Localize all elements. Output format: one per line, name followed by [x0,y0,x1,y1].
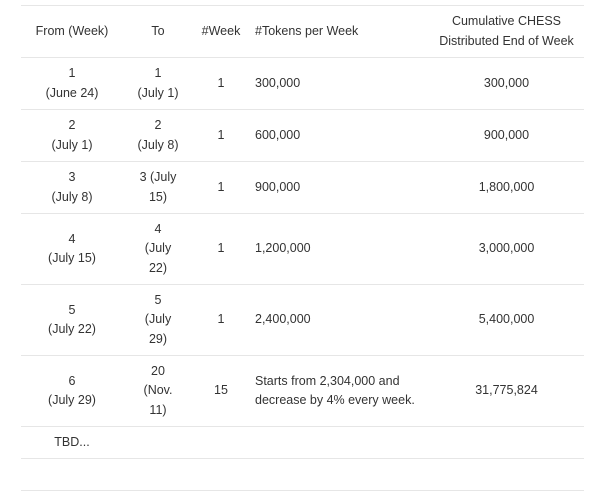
header-row [21,6,584,58]
cell-from-week-line: 2 [68,118,76,132]
cell-from-week-line: (July 15) [48,251,96,265]
cell-tokens-per-week [249,285,429,356]
emission-schedule-table [21,5,584,459]
header-cumulative-line-1: Cumulative CHESS [451,14,562,28]
cell-from-week [21,285,123,356]
cell-from-week [21,58,123,110]
table-row [21,162,584,214]
emission-schedule-table-container [21,5,584,459]
cell-week-count: 1 [217,179,225,194]
cell-tokens-per-week [249,58,429,110]
cell-from-week-line: TBD... [54,434,90,449]
cell-from-week-line: (July 8) [51,189,93,204]
cell-to-week [123,427,193,459]
cell-week-count [193,427,249,459]
cell-from-week-line: (July 22) [48,322,96,336]
cell-from-week [21,110,123,162]
cell-to-week-line: 20 [151,363,165,378]
cell-tokens-per-week-line: 900,000 [255,179,301,194]
cell-from-week-line: (July 1) [51,137,93,152]
header-tokens-per-week: #Tokens per Week [255,23,359,38]
cell-from-week [21,214,123,285]
cell-to-week-line: 15) [148,189,168,204]
header-cumulative-line-2: Distributed End of Week [439,33,574,48]
cell-to-week-line: 22) [148,260,168,275]
cell-week-count: 15 [214,383,228,398]
cell-cumulative: 5,400,000 [478,312,535,327]
cell-tokens-per-week-line: 1,200,000 [255,241,311,256]
cell-tokens-per-week [249,214,429,285]
cell-to-week [123,285,193,356]
table-header [21,6,584,58]
cell-to-week [123,214,193,285]
header-to: To [151,23,165,38]
cell-tokens-per-week [249,356,429,427]
cell-to-week-line: (Nov. [143,383,173,398]
table-row [21,427,584,459]
table-row [21,356,584,427]
header-from-week: From (Week) [35,23,109,38]
cell-week-count: 1 [217,75,225,90]
cell-cumulative: 1,800,000 [478,179,535,194]
cell-tokens-per-week-line: 2,400,000 [255,312,311,327]
cell-from-week-line: 1 [68,66,76,80]
cell-cumulative [429,427,584,459]
cell-tokens-per-week-line: decrease by 4% every week. [255,393,415,407]
cell-cumulative: 900,000 [483,127,530,142]
cell-tokens-per-week [249,110,429,162]
cell-from-week-line: 3 [68,170,76,184]
table-row [21,58,584,110]
cell-to-week-line: (July [144,241,172,256]
cell-to-week [123,110,193,162]
cell-to-week [123,162,193,214]
table-bottom-divider [21,490,584,491]
header-weeks: #Week [201,23,241,38]
table-row [21,285,584,356]
table-row [21,110,584,162]
cell-tokens-per-week-line: 600,000 [255,127,301,142]
cell-tokens-per-week-line: Starts from 2,304,000 and [255,373,400,388]
cell-from-week-line: 4 [68,231,76,246]
table-body [21,58,584,459]
cell-to-week-line: 11) [149,402,167,417]
cell-to-week-line: (July [144,312,172,327]
cell-to-week-line: 5 [154,292,162,307]
table-row [21,214,584,285]
cell-to-week-line: 2 [154,118,162,132]
cell-to-week [123,58,193,110]
cell-from-week-line: 5 [68,302,76,317]
cell-week-count: 1 [217,241,225,256]
cell-from-week [21,162,123,214]
cell-from-week-line: (June 24) [45,85,99,100]
cell-week-count: 1 [217,127,225,142]
cell-tokens-per-week [249,162,429,214]
cell-from-week [21,427,123,459]
cell-cumulative: 300,000 [483,75,530,90]
cell-to-week-line: 3 (July [139,170,177,184]
cell-to-week-line: (July 8) [137,137,179,152]
cell-tokens-per-week [249,427,429,459]
cell-to-week-line: 1 [154,66,162,80]
cell-tokens-per-week-line: 300,000 [255,75,301,90]
cell-from-week [21,356,123,427]
cell-to-week-line: 4 [154,221,162,236]
cell-week-count: 1 [217,312,225,327]
cell-from-week-line: (July 29) [48,393,96,407]
cell-cumulative: 3,000,000 [478,241,535,256]
cell-from-week-line: 6 [68,373,76,388]
header-cumulative [429,6,584,58]
cell-to-week [123,356,193,427]
cell-cumulative: 31,775,824 [475,383,538,398]
cell-to-week-line: 29) [148,331,168,346]
cell-to-week-line: (July 1) [137,85,179,100]
